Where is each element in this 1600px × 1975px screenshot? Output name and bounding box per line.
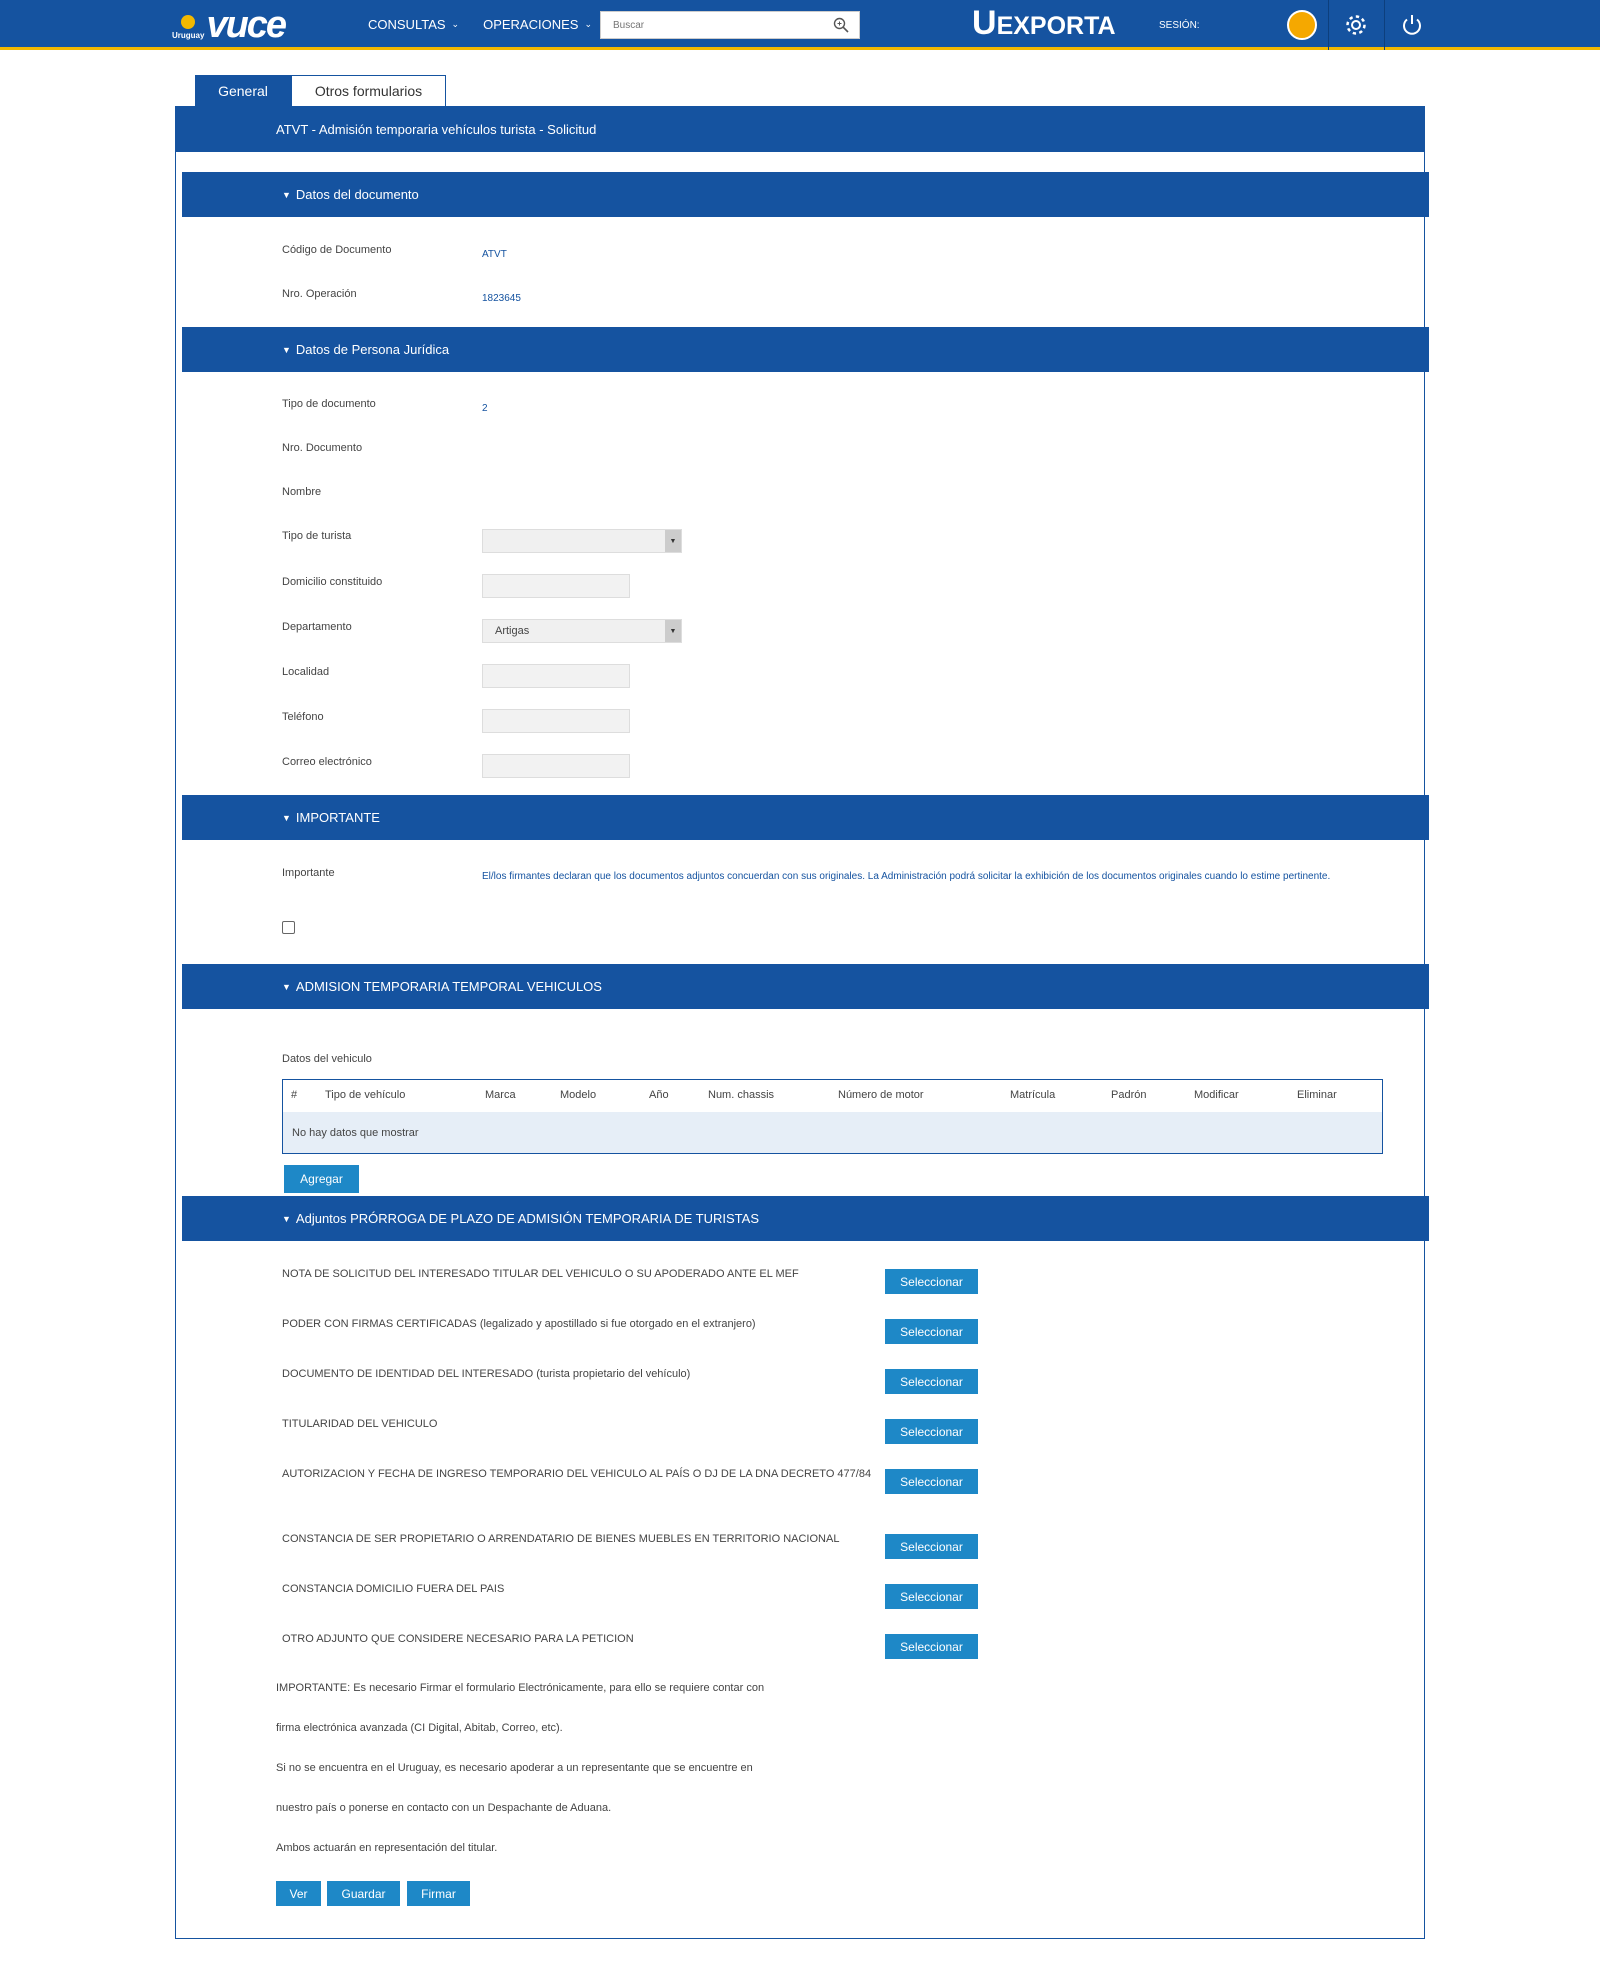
note-line-1: IMPORTANTE: Es necesario Firmar el formulario Electrónicamente, para ello se requiere contar con bbox=[276, 1682, 765, 1694]
nav-consultas[interactable]: CONSULTAS ⌄ bbox=[368, 17, 460, 32]
main-nav bbox=[368, 17, 592, 32]
col-matricula: Matrícula bbox=[1010, 1089, 1056, 1101]
logo-text: vuce bbox=[206, 4, 286, 46]
label-localidad: Localidad bbox=[282, 666, 330, 678]
caret-down-icon: ▼ bbox=[282, 1213, 291, 1224]
label-nro-documento: Nro. Documento bbox=[282, 442, 363, 454]
uexporta-logo[interactable]: UEXPORTA bbox=[972, 4, 1116, 42]
table-header bbox=[283, 1080, 1382, 1112]
top-bar bbox=[0, 0, 1600, 50]
label-correo: Correo electrónico bbox=[282, 756, 372, 768]
section-persona-juridica[interactable]: ▼ Datos de Persona Jurídica bbox=[182, 327, 1429, 372]
col-modelo: Modelo bbox=[560, 1089, 597, 1101]
departamento-select[interactable]: Artigas ▼ bbox=[482, 619, 682, 643]
label-codigo-documento: Código de Documento bbox=[282, 244, 392, 256]
chevron-down-icon: ⌄ bbox=[451, 19, 460, 29]
col-motor: Número de motor bbox=[838, 1089, 924, 1101]
label-importante: Importante bbox=[282, 867, 335, 879]
adjunto-label-8: OTRO ADJUNTO QUE CONSIDERE NECESARIO PARA LA PETICION bbox=[282, 1633, 634, 1645]
divider bbox=[1384, 0, 1385, 50]
section-admision-temporaria[interactable]: ▼ ADMISION TEMPORARIA TEMPORAL VEHICULOS bbox=[182, 964, 1429, 1009]
importante-text: El/los firmantes declaran que los documentos adjuntos concuerdan con sus originales. La Administración podrá solicitar la exhibición de los documentos originales cuando lo estime pertinente. bbox=[482, 871, 1331, 882]
seleccionar-button-1[interactable]: Seleccionar bbox=[885, 1269, 978, 1294]
caret-down-icon: ▼ bbox=[282, 344, 291, 355]
session-label: SESIÓN: bbox=[1159, 20, 1200, 31]
search-input[interactable] bbox=[601, 12, 821, 38]
search-icon[interactable] bbox=[833, 17, 849, 33]
firmar-button[interactable]: Firmar bbox=[407, 1881, 470, 1906]
seleccionar-button-4[interactable]: Seleccionar bbox=[885, 1419, 978, 1444]
section-datos-documento[interactable]: ▼ Datos del documento bbox=[182, 172, 1429, 217]
label-tipo-turista: Tipo de turista bbox=[282, 530, 352, 542]
value-codigo-documento: ATVT bbox=[482, 249, 507, 260]
vehiculos-table bbox=[282, 1079, 1383, 1154]
col-modificar: Modificar bbox=[1194, 1089, 1239, 1101]
tipo-turista-select[interactable] bbox=[482, 529, 682, 553]
sun-icon bbox=[181, 15, 195, 29]
correo-input[interactable] bbox=[482, 754, 630, 778]
tab-general[interactable]: General bbox=[195, 75, 291, 106]
label-domicilio: Domicilio constituido bbox=[282, 576, 383, 588]
adjunto-label-1: NOTA DE SOLICITUD DEL INTERESADO TITULAR DEL VEHICULO O SU APODERADO ANTE EL MEF bbox=[282, 1268, 799, 1280]
dropdown-arrow-icon: ▼ bbox=[665, 620, 681, 642]
col-padron: Padrón bbox=[1111, 1089, 1147, 1101]
gear-icon[interactable] bbox=[1344, 13, 1368, 37]
section-importante[interactable]: ▼ IMPORTANTE bbox=[182, 795, 1429, 840]
vuce-logo[interactable] bbox=[172, 6, 285, 44]
value-nro-operacion: 1823645 bbox=[482, 293, 521, 304]
avatar[interactable] bbox=[1287, 10, 1317, 40]
adjunto-label-2: PODER CON FIRMAS CERTIFICADAS (legalizado y apostillado si fue otorgado en el extranjero) bbox=[282, 1318, 756, 1330]
seleccionar-button-3[interactable]: Seleccionar bbox=[885, 1369, 978, 1394]
search-box bbox=[600, 11, 860, 39]
guardar-button[interactable]: Guardar bbox=[327, 1881, 400, 1906]
adjunto-label-6: CONSTANCIA DE SER PROPIETARIO O ARRENDATARIO DE BIENES MUEBLES EN TERRITORIO NACIONAL bbox=[282, 1533, 840, 1545]
seleccionar-button-6[interactable]: Seleccionar bbox=[885, 1534, 978, 1559]
seleccionar-button-8[interactable]: Seleccionar bbox=[885, 1634, 978, 1659]
caret-down-icon: ▼ bbox=[282, 981, 291, 992]
ver-button[interactable]: Ver bbox=[276, 1881, 321, 1906]
value-tipo-documento: 2 bbox=[482, 403, 488, 414]
divider bbox=[1328, 0, 1329, 50]
col-chassis: Num. chassis bbox=[708, 1089, 775, 1101]
telefono-input[interactable] bbox=[482, 709, 630, 733]
col-anio: Año bbox=[649, 1089, 669, 1101]
col-tipo-vehiculo: Tipo de vehículo bbox=[325, 1089, 406, 1101]
dropdown-arrow-icon: ▼ bbox=[665, 530, 681, 552]
agregar-button[interactable]: Agregar bbox=[284, 1165, 359, 1193]
nav-operaciones[interactable]: OPERACIONES ⌄ bbox=[483, 17, 592, 32]
label-tipo-documento: Tipo de documento bbox=[282, 398, 376, 410]
note-line-4: nuestro país o ponerse en contacto con un Despachante de Aduana. bbox=[276, 1802, 612, 1814]
seleccionar-button-7[interactable]: Seleccionar bbox=[885, 1584, 978, 1609]
adjunto-label-7: CONSTANCIA DOMICILIO FUERA DEL PAIS bbox=[282, 1583, 505, 1595]
caret-down-icon: ▼ bbox=[282, 812, 291, 823]
col-num: # bbox=[291, 1089, 298, 1101]
form-title: ATVT - Admisión temporaria vehículos turista - Solicitud bbox=[175, 106, 1425, 152]
form-frame bbox=[175, 106, 1425, 1939]
caret-down-icon: ▼ bbox=[282, 189, 291, 200]
seleccionar-button-2[interactable]: Seleccionar bbox=[885, 1319, 978, 1344]
label-nombre: Nombre bbox=[282, 486, 322, 498]
seleccionar-button-5[interactable]: Seleccionar bbox=[885, 1469, 978, 1494]
col-eliminar: Eliminar bbox=[1297, 1089, 1337, 1101]
chevron-down-icon: ⌄ bbox=[584, 19, 592, 29]
note-line-5: Ambos actuarán en representación del titular. bbox=[276, 1842, 498, 1854]
table-empty-row: No hay datos que mostrar bbox=[283, 1112, 1382, 1153]
tab-otros-formularios[interactable]: Otros formularios bbox=[291, 75, 446, 106]
logo-country: Uruguay bbox=[172, 15, 204, 40]
adjunto-label-5: AUTORIZACION Y FECHA DE INGRESO TEMPORARIO DEL VEHICULO AL PAÍS O DJ DE LA DNA DECRETO 477/84 bbox=[282, 1468, 872, 1480]
label-telefono: Teléfono bbox=[282, 711, 324, 723]
label-nro-operacion: Nro. Operación bbox=[282, 288, 357, 300]
note-line-3: Si no se encuentra en el Uruguay, es necesario apoderar a un representante que se encuentre en bbox=[276, 1762, 753, 1774]
label-datos-vehiculo: Datos del vehiculo bbox=[282, 1053, 372, 1065]
section-adjuntos[interactable]: ▼ Adjuntos PRÓRROGA DE PLAZO DE ADMISIÓN TEMPORARIA DE TURISTAS bbox=[182, 1196, 1429, 1241]
adjunto-label-4: TITULARIDAD DEL VEHICULO bbox=[282, 1418, 438, 1430]
localidad-input[interactable] bbox=[482, 664, 630, 688]
importante-checkbox[interactable] bbox=[282, 921, 295, 934]
power-icon[interactable] bbox=[1400, 13, 1424, 37]
domicilio-input[interactable] bbox=[482, 574, 630, 598]
label-departamento: Departamento bbox=[282, 621, 352, 633]
col-marca: Marca bbox=[485, 1089, 516, 1101]
note-line-2: firma electrónica avanzada (CI Digital, Abitab, Correo, etc). bbox=[276, 1722, 563, 1734]
adjunto-label-3: DOCUMENTO DE IDENTIDAD DEL INTERESADO (turista propietario del vehículo) bbox=[282, 1368, 691, 1380]
